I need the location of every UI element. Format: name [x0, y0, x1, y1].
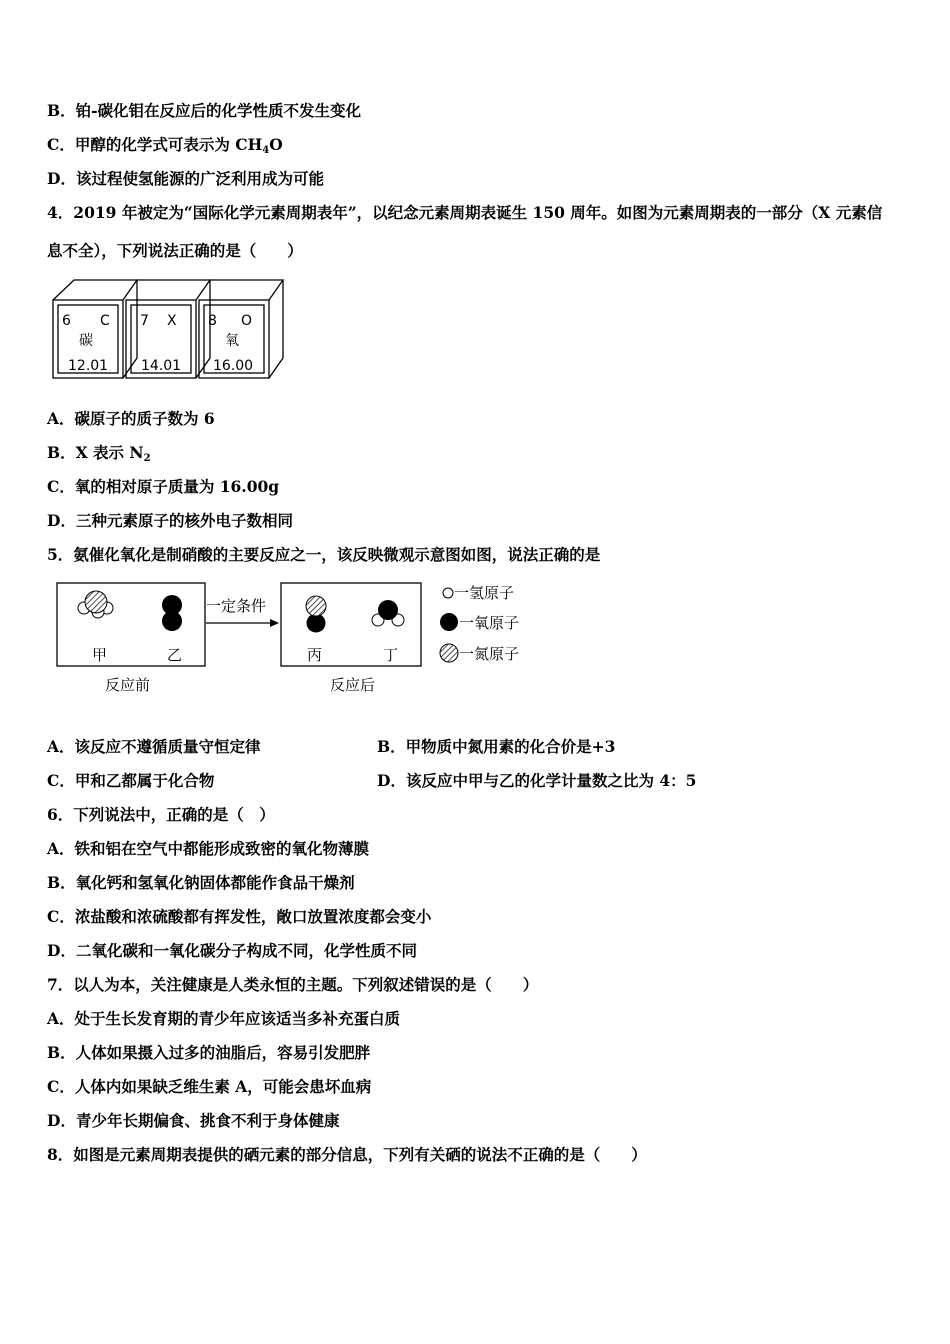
q4-option-a: A．碳原子的质子数为 6 [47, 409, 215, 428]
q3-option-c [47, 135, 283, 155]
carbon-mass: 12.01 [68, 358, 109, 374]
label-before: 反应前 [105, 676, 151, 694]
q5-option-a: A．该反应不遵循质量守恒定律 [47, 737, 261, 756]
q3-option-d: D．该过程使氢能源的广泛利用成为可能 [47, 169, 324, 188]
q4-option-b-text: B．X 表示 N [47, 443, 144, 462]
periodic-table-fragment [50, 278, 290, 384]
carbon-symbol: C [100, 313, 110, 329]
q3-option-b: B．铂-碳化钼在反应后的化学性质不发生变化 [47, 101, 362, 120]
q4-option-b-subscript: 2 [143, 453, 151, 464]
q3-option-c-text: C．甲醇的化学式可表示为 CH [47, 135, 263, 154]
q6-option-c: C．浓盐酸和浓硫酸都有挥发性，敞口放置浓度都会变小 [47, 907, 432, 926]
q5-option-b: B．甲物质中氮用素的化合价是+3 [377, 737, 616, 756]
x-number: 7 [140, 313, 149, 329]
q6-option-b: B．氧化钙和氢氧化钠固体都能作食品干燥剂 [47, 873, 355, 892]
oxygen-mass: 16.00 [213, 358, 254, 374]
q3-option-c-subscript: 4 [262, 145, 270, 156]
q6-option-d: D．二氧化碳和一氧化碳分子构成不同，化学性质不同 [47, 941, 417, 960]
q4-stem-line2: 息不全），下列说法正确的是（ ） [47, 241, 303, 260]
label-bing: 丙 [307, 646, 323, 664]
q7-stem: 7．以人为本，关注健康是人类永恒的主题。下列叙述错误的是（ ） [47, 975, 539, 994]
x-mass: 14.01 [141, 358, 182, 374]
q5-option-d: D．该反应中甲与乙的化学计量数之比为 4：5 [377, 771, 697, 790]
q6-option-a: A．铁和铝在空气中都能形成致密的氧化物薄膜 [47, 839, 370, 858]
q4-stem-line1: 4．2019 年被定为“国际化学元素周期表年”，以纪念元素周期表诞生 150 周年。如图为元素周期表的一部分（X 元素信 [47, 203, 883, 222]
before-box [57, 583, 205, 666]
q7-option-a: A．处于生长发育期的青少年应该适当多补充蛋白质 [47, 1009, 401, 1028]
label-after: 反应后 [330, 676, 376, 694]
legend-nitrogen: 一氮原子 [459, 645, 520, 663]
molecule-yi [162, 595, 182, 631]
x-symbol: X [167, 313, 177, 329]
legend-oxygen: 一氧原子 [459, 614, 520, 632]
q4-option-c: C．氧的相对原子质量为 16.00g [47, 477, 280, 496]
q7-option-c: C．人体内如果缺乏维生素 A，可能会患坏血病 [47, 1077, 372, 1096]
carbon-name: 碳 [79, 333, 93, 349]
oxygen-symbol: O [241, 313, 253, 329]
q4-option-d: D．三种元素原子的核外电子数相同 [47, 511, 293, 530]
molecule-jia [78, 591, 113, 618]
molecule-bing [306, 596, 326, 633]
molecule-ding [372, 600, 404, 626]
q5-stem: 5．氨催化氧化是制硝酸的主要反应之一，该反映微观示意图如图，说法正确的是 [47, 545, 601, 564]
reaction-diagram [50, 578, 550, 702]
q3-option-c-tail: O [269, 135, 283, 154]
q7-option-d: D．青少年长期偏食、挑食不利于身体健康 [47, 1111, 340, 1130]
q6-stem: 6．下列说法中，正确的是（ ） [47, 805, 275, 824]
oxygen-number: 8 [208, 313, 217, 329]
diagram-legend [440, 584, 519, 663]
oxygen-name: 氧 [225, 333, 239, 349]
q8-stem: 8．如图是元素周期表提供的硒元素的部分信息，下列有关硒的说法不正确的是（ ） [47, 1145, 647, 1164]
label-jia: 甲 [92, 646, 108, 664]
legend-hydrogen: 一氢原子 [454, 584, 515, 602]
carbon-number: 6 [62, 313, 71, 329]
reaction-condition: 一定条件 [206, 597, 267, 615]
q4-option-b [47, 443, 151, 463]
q5-option-c: C．甲和乙都属于化合物 [47, 771, 215, 790]
label-yi: 乙 [167, 646, 183, 664]
label-ding: 丁 [383, 646, 399, 664]
q7-option-b: B．人体如果摄入过多的油脂后，容易引发肥胖 [47, 1043, 371, 1062]
